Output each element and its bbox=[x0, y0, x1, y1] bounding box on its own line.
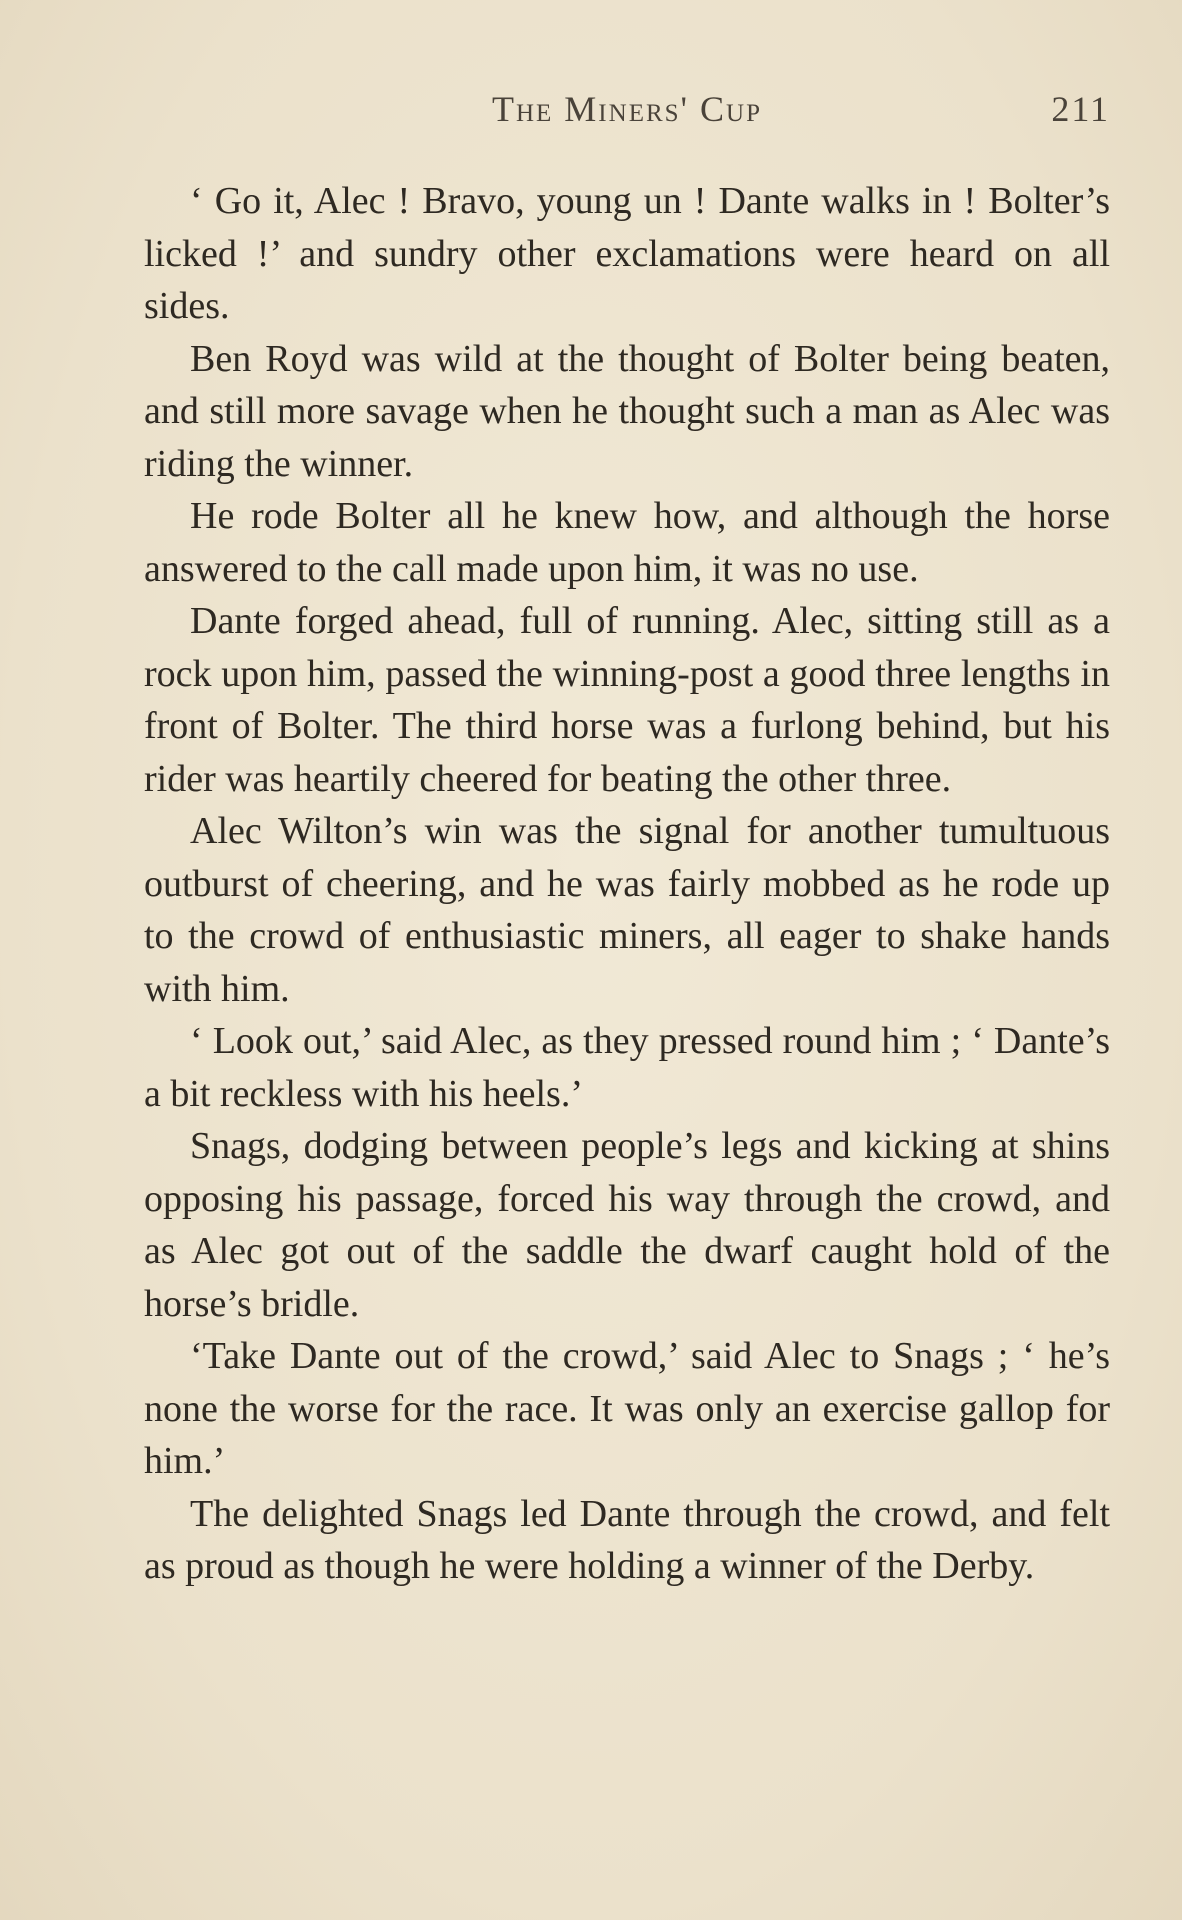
paragraph: ‘ Look out,’ said Alec, as they pressed round him ; ‘ Dante’s a bit reckless with his heels.’ bbox=[144, 1020, 1110, 1115]
paragraph: Dante forged ahead, full of running. Alec, sitting still as a rock upon him, passed the winning-post a good three lengths in front of Bolter. The third horse was a furlong behind, but his rider was heartily cheered for beating the other three. bbox=[144, 600, 1110, 800]
page-number: 211 bbox=[1051, 89, 1110, 129]
paragraph: Alec Wilton’s win was the signal for another tumultuous outburst of cheering, and he was fairly mobbed as he rode up to the crowd of enthusiastic miners, all eager to shake hands with him. bbox=[144, 810, 1110, 1010]
paragraph: He rode Bolter all he knew how, and although the horse answered to the call made upon him, it was no use. bbox=[144, 495, 1110, 590]
paragraph: Snags, dodging between people’s legs and kicking at shins opposing his passage, forced his way through the crowd, and as Alec got out of the saddle the dwarf caught hold of the horse’s bridle. bbox=[144, 1125, 1110, 1325]
running-title: The Miners' Cup bbox=[491, 89, 762, 129]
paragraph: The delighted Snags led Dante through the crowd, and felt as proud as though he were holding a winner of the Derby. bbox=[144, 1492, 1110, 1587]
body-text bbox=[144, 175, 1110, 1593]
page-header bbox=[144, 88, 1110, 138]
paragraph: ‘ Go it, Alec ! Bravo, young un ! Dante walks in ! Bolter’s licked !’ and sundry other exclamations were heard on all sides. bbox=[144, 180, 1110, 327]
paragraph: ‘Take Dante out of the crowd,’ said Alec to Snags ; ‘ he’s none the worse for the race. It was only an exercise gallop for him.’ bbox=[144, 1335, 1110, 1482]
paragraph: Ben Royd was wild at the thought of Bolter being beaten, and still more savage when he thought such a man as Alec was riding the winner. bbox=[144, 337, 1110, 485]
